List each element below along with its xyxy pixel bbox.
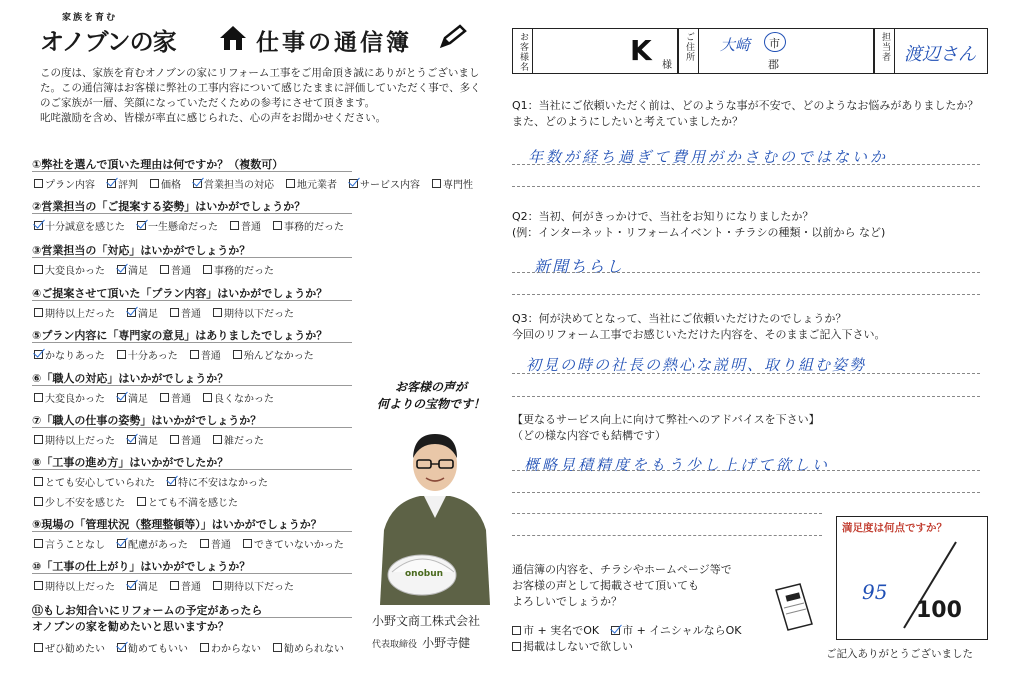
publish-option-3[interactable]: 掲載はしないで欲しい	[512, 638, 633, 654]
option-checkbox[interactable]: 良くなかった	[203, 390, 274, 405]
question-10: ⑩「工事の仕上がり」はいかがでしょうか？	[32, 560, 251, 573]
q1-answer: 年数が経ち過ぎて費用がかさむのではないか	[528, 148, 889, 166]
publish-text: 通信簿の内容を、チラシやホームページ等で お客様の声として掲載させて頂いても よろしいでしょうか？	[512, 563, 732, 608]
option-checkbox[interactable]: 一生懸命だった	[137, 218, 218, 233]
option-checkbox[interactable]: プラン内容	[34, 176, 95, 191]
option-checkbox[interactable]: 専門性	[432, 176, 473, 191]
publish-options-row2	[512, 638, 633, 654]
option-checkbox[interactable]: 普通	[160, 390, 191, 405]
option-checkbox[interactable]: 十分誠意を感じた	[34, 218, 125, 233]
option-checkbox[interactable]: 普通	[170, 578, 201, 593]
address-label: ご住所	[684, 32, 694, 62]
option-checkbox[interactable]: 配慮があった	[117, 536, 188, 551]
q3-text: Q3：何が決めてとなって、当社にご依頼いただけたのでしょうか？ 今回のリフォーム工事でお感じいただけた内容を、そのままご記入下さい。	[512, 312, 886, 341]
question-11: ⑪もしお知合いにリフォームの予定があったら	[32, 604, 263, 617]
question-4-options	[34, 305, 294, 320]
staff-name: 渡辺さん	[904, 44, 976, 65]
option-checkbox[interactable]: 言うことなし	[34, 536, 105, 551]
q2-answer: 新聞ちらし	[534, 257, 625, 276]
question-11-options	[34, 640, 344, 655]
option-checkbox[interactable]: とても安心していられた	[34, 474, 155, 489]
question-2-options	[34, 218, 344, 233]
staff-label: 担当者	[880, 32, 890, 62]
option-checkbox[interactable]: わからない	[200, 640, 261, 655]
option-checkbox[interactable]: 雑だった	[213, 432, 264, 447]
option-checkbox[interactable]: 期待以上だった	[34, 305, 115, 320]
option-checkbox[interactable]: 大変良かった	[34, 390, 105, 405]
question-8: ⑧「工事の進め方」はいかがでしたか？	[32, 456, 229, 469]
option-checkbox[interactable]: 満足	[127, 432, 158, 447]
question-2: ②営業担当の「ご提案する姿勢」はいかがでしょうか？	[32, 200, 306, 213]
option-checkbox[interactable]: 期待以上だった	[34, 578, 115, 593]
option-checkbox[interactable]: 営業担当の対応	[193, 176, 274, 191]
question-1: ①弊社を選んで頂いた理由は何ですか？（複数可）	[32, 158, 284, 171]
company-rep: 代表取締役 小野寺健	[372, 636, 471, 650]
speech-bubble: お客様の声が 何よりの宝物です！	[376, 380, 485, 411]
question-9-options	[34, 536, 344, 551]
option-checkbox[interactable]: かなりあった	[34, 347, 105, 362]
option-checkbox[interactable]: 特に不安はなかった	[167, 474, 268, 489]
house-icon	[218, 24, 248, 52]
question-6: ⑥「職人の対応」はいかがでしょうか？	[32, 372, 229, 385]
option-checkbox[interactable]: 期待以下だった	[213, 578, 294, 593]
address-gun: 郡	[768, 58, 779, 71]
question-1-options	[34, 176, 473, 191]
address-city: 大崎	[720, 36, 751, 54]
option-checkbox[interactable]: 評判	[107, 176, 138, 191]
option-checkbox[interactable]: できていないかった	[243, 536, 344, 551]
option-checkbox[interactable]: 普通	[170, 305, 201, 320]
question-8-options	[34, 494, 238, 509]
publish-options-row1	[512, 622, 742, 638]
option-checkbox[interactable]: 普通	[170, 432, 201, 447]
option-checkbox[interactable]: 大変良かった	[34, 262, 105, 277]
q3-answer: 初見の時の社長の熱心な説明、取り組む姿勢	[526, 356, 867, 374]
score-label: 満足度は何点ですか？	[842, 522, 947, 534]
question-5: ⑤プラン内容に「専門家の意見」はありましたでしょうか？	[32, 329, 328, 342]
option-checkbox[interactable]: 満足	[127, 305, 158, 320]
question-6-options	[34, 390, 274, 405]
option-checkbox[interactable]: 価格	[150, 176, 181, 191]
customer-name: K	[630, 34, 652, 67]
brand-name: オノブンの家	[40, 28, 176, 56]
option-checkbox[interactable]: サービス内容	[349, 176, 420, 191]
customer-sama: 様	[662, 60, 672, 71]
q2-text: Q2：当初、何がきっかけで、当社をお知りになりましたか？ (例：インターネット・リフォームイベント・チラシの種類・以前から など)	[512, 210, 886, 239]
option-checkbox[interactable]: 満足	[127, 578, 158, 593]
option-checkbox[interactable]: 期待以下だった	[213, 305, 294, 320]
q4-answer: 概略見積精度をもう少し上げて欲しい	[524, 456, 831, 474]
helmet-text: onobun	[405, 569, 444, 579]
option-checkbox[interactable]: 満足	[117, 262, 148, 277]
option-checkbox[interactable]: 事務的だった	[273, 218, 344, 233]
company-name: 小野文商工株式会社	[372, 614, 481, 628]
option-checkbox[interactable]: 少し不安を感じた	[34, 494, 125, 509]
q1-text: Q1：当社にご依頼いただく前は、どのような事が不安で、どのようなお悩みがありましたか？ また、どのようにしたいと考えていましたか？	[512, 99, 979, 128]
brand-block	[40, 10, 470, 62]
question-8-options	[34, 474, 268, 489]
option-checkbox[interactable]: 期待以上だった	[34, 432, 115, 447]
question-9: ⑨現場の「管理状況（整理整頓等）」はいかがでしょうか？	[32, 518, 322, 531]
score-max: 100	[916, 598, 962, 623]
intro: この度は、家族を育むオノブンの家にリフォーム工事をご用命頂き誠にありがとうございまし た。この通信簿はお客様に弊社の工事内容について感じたままに評価していただく事で、多く のご家族が一層、笑顔になっていただくための参考にさせて頂きます。 叱咤激励を含め、皆様が率直に感じられた、心の声をお聞かせください。	[40, 67, 481, 124]
customer-name-label: お客様名	[518, 32, 528, 72]
thanks-text: ご記入ありがとうございました	[826, 648, 973, 660]
question-5-options	[34, 347, 314, 362]
question-3-options	[34, 262, 274, 277]
question-11-line2: オノブンの家を勧めたいと思いますか？	[32, 620, 229, 633]
publish-option-2[interactable]: 市 + イニシャルならOK	[611, 622, 741, 638]
question-4: ④ご提案させて頂いた「プラン内容」はいかがでしょうか？	[32, 287, 328, 300]
customer-name-cell	[512, 28, 678, 74]
question-3: ③営業担当の「対応」はいかがでしょうか？	[32, 244, 251, 257]
option-checkbox[interactable]: とても不満を感じた	[137, 494, 238, 509]
brand-small: 家族を育む	[62, 13, 118, 23]
publish-option-1[interactable]: 市 + 実名でOK	[512, 622, 599, 638]
question-7: ⑦「職人の仕事の姿勢」はいかがでしょうか？	[32, 414, 262, 427]
pencil-icon	[438, 24, 468, 50]
q4-text: 【更なるサービス向上に向けて弊社へのアドバイスを下さい】 （どの様な内容でも結構です）	[512, 413, 820, 442]
notebook-icon	[770, 580, 818, 632]
option-checkbox[interactable]: 普通	[230, 218, 261, 233]
option-checkbox[interactable]: ぜひ勧めたい	[34, 640, 105, 655]
option-checkbox[interactable]: 普通	[200, 536, 231, 551]
option-checkbox[interactable]: 事務的だった	[203, 262, 274, 277]
option-checkbox[interactable]: 勧められない	[273, 640, 344, 655]
score-value: 95	[862, 580, 888, 604]
question-7-options	[34, 432, 264, 447]
option-checkbox[interactable]: 勧めてもいい	[117, 640, 188, 655]
option-checkbox[interactable]: 殆んどなかった	[233, 347, 314, 362]
option-checkbox[interactable]: 地元業者	[286, 176, 337, 191]
page-title: 仕事の通信簿	[256, 30, 412, 56]
option-checkbox[interactable]: 満足	[117, 390, 148, 405]
option-checkbox[interactable]: 普通	[160, 262, 191, 277]
question-10-options	[34, 578, 294, 593]
option-checkbox[interactable]: 普通	[190, 347, 221, 362]
option-checkbox[interactable]: 十分あった	[117, 347, 178, 362]
